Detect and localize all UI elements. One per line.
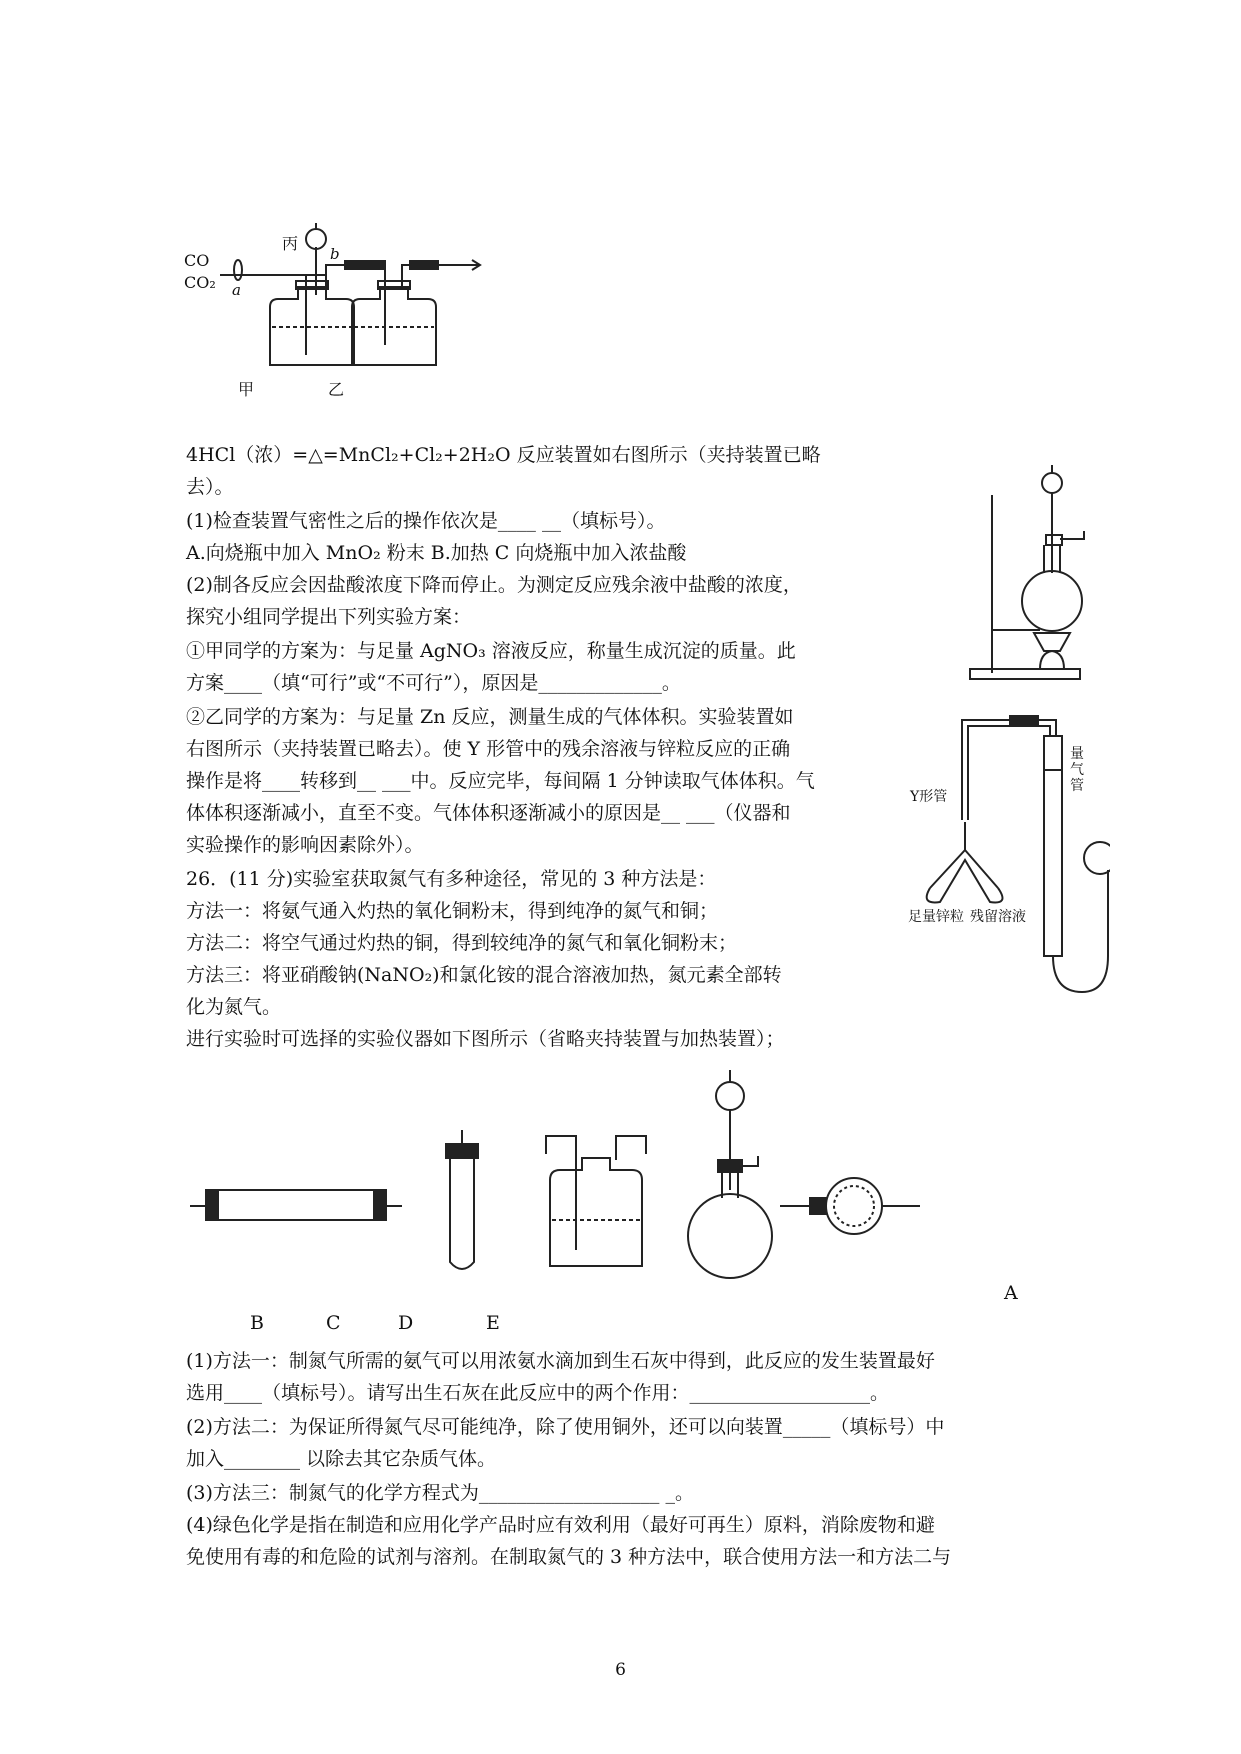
q25-part2-line1: (2)制各反应会因盐酸浓度下降而停止。为测定反应残余液中盐酸的浓度， [186,574,802,596]
gas-washing-apparatus-figure [180,215,510,415]
y-tube-gas-burette-figure [910,710,1110,1000]
valve-a-label: a [232,281,241,299]
apparatus-label-e: E [486,1312,500,1334]
apparatus-label-c: C [326,1312,341,1334]
q26-intro: 26．(11 分)实验室获取氮气有多种途径，常见的 3 种方法是： [186,868,717,890]
q25-part1: (1)检查装置气密性之后的操作依次是____ __（填标号）。 [186,510,666,532]
q26-apparatus-intro: 进行实验时可选择的实验仪器如下图所示（省略夹持装置与加热装置）； [186,1028,785,1050]
q25-scheme-b-line1: ②乙同学的方案为：与足量 Zn 反应，测量生成的气体体积。实验装置如 [186,706,794,728]
y-tube-label: Y形管 [910,789,948,805]
chlorine-generator-figure [960,455,1100,685]
bottle-jia-label: 甲 [238,380,255,399]
q25-scheme-a-line2: 方案____（填“可行”或“不可行”），原因是_____________。 [186,672,681,694]
q25-scheme-b-line3: 操作是将____转移到__ ___中。反应完毕，每间隔 1 分钟读取气体体积。气 [186,770,815,792]
q26-sub1-line1: (1)方法一：制氮气所需的氨气可以用浓氨水滴加到生石灰中得到，此反应的发生装置最好 [186,1350,935,1372]
q25-part1-options: A.向烧瓶中加入 MnO₂ 粉末 B.加热 C 向烧瓶中加入浓盐酸 [186,542,687,564]
q25-scheme-b-line2: 右图所示（夹持装置已略去）。使 Y 形管中的残余溶液与锌粒反应的正确 [186,738,791,760]
apparatus-label-d: D [398,1312,414,1334]
apparatus-label-a: A [1004,1282,1018,1304]
q26-method3-line2: 化为氮气。 [186,996,282,1018]
gas-co-label: CO [184,251,210,270]
apparatus-row-figure [190,1070,1050,1290]
q26-sub2-line1: (2)方法二：为保证所得氮气尽可能纯净，除了使用铜外，还可以向装置_____（填标号）中 [186,1416,945,1438]
residue-solution-label: 残留溶液 [970,909,1026,925]
q26-method3-line1: 方法三：将亚硝酸钠(NaNO₂)和氯化铵的混合溶液加热，氮元素全部转 [186,964,782,986]
q25-scheme-a-line1: ①甲同学的方案为：与足量 AgNO₃ 溶液反应，称量生成沉淀的质量。此 [186,640,796,662]
q26-sub3: (3)方法三：制氮气的化学方程式为___________________ _。 [186,1482,694,1504]
q26-method1: 方法一：将氨气通入灼热的氧化铜粉末，得到纯净的氮气和铜； [186,900,719,922]
q25-scheme-b-line5: 实验操作的影响因素除外）。 [186,834,424,856]
gas-burette-label: 量气管 [1070,746,1084,794]
bottle-yi-label: 乙 [328,380,345,399]
q25-scheme-b-line4: 体体积逐渐减小，直至不变。气体体积逐渐减小的原因是__ ___（仪器和 [186,802,791,824]
apparatus-label-b: B [250,1312,264,1334]
funnel-label: 丙 [282,234,299,253]
zinc-granules-label: 足量锌粒 [908,909,964,925]
q26-sub2-line2: 加入________ 以除去其它杂质气体。 [186,1448,497,1470]
q26-sub4-line1: (4)绿色化学是指在制造和应用化学产品时应有效利用（最好可再生）原料，消除废物和避 [186,1514,935,1536]
page-number: 6 [615,1660,626,1680]
valve-b-label: b [330,245,340,263]
gas-co2-label: CO₂ [184,273,216,292]
q26-sub4-line2: 免使用有毒的和危险的试剂与溶剂。在制取氮气的 3 种方法中，联合使用方法一和方法二与 [186,1546,952,1568]
q26-sub1-line2: 选用____（填标号）。请写出生石灰在此反应中的两个作用：___________________。 [186,1382,890,1404]
q26-method2: 方法二：将空气通过灼热的铜，得到较纯净的氮气和氧化铜粉末； [186,932,738,954]
equation-line-1: 4HCl（浓）=△=MnCl₂+Cl₂+2H₂O 反应装置如右图所示（夹持装置已略 [186,444,821,466]
q25-part2-line2: 探究小组同学提出下列实验方案： [186,606,472,628]
equation-line-2: 去）。 [186,476,234,498]
